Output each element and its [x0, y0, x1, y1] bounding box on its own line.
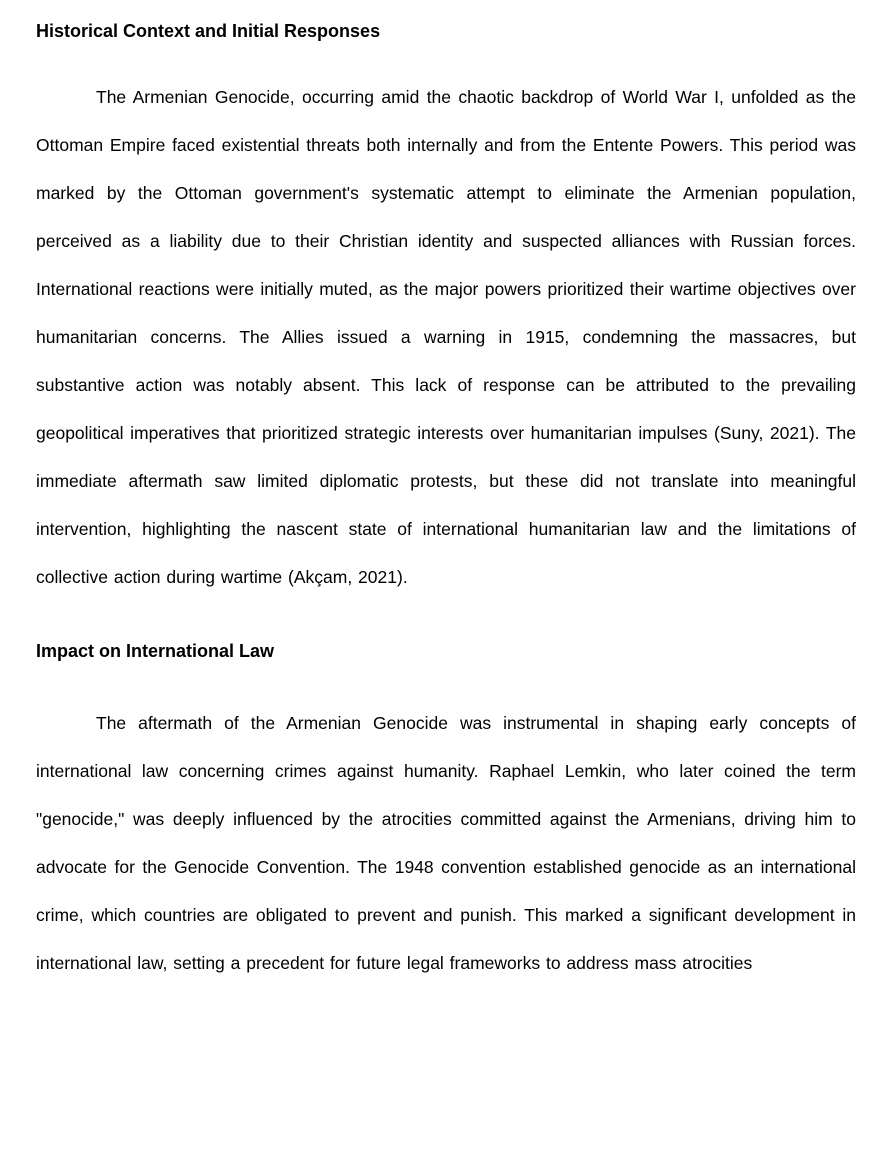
section-heading-impact-international-law: Impact on International Law — [36, 641, 275, 661]
paragraph-impact-international-law: The aftermath of the Armenian Genocide was instrumental in shaping early concepts of international law concerning crimes against humanity. Raphael Lemkin, who later coined the term "genocide," was deeply influenced by the atrocities committed against the Armenians, driving him to advocate for the Genocide Convention. The 1948 convention established genocide as an international crime, which countries are obligated to prevent and punish. This marked a significant development in international law, setting a precedent for future legal frameworks to address mass atrocities — [36, 713, 856, 973]
section-heading-historical-context: Historical Context and Initial Responses — [36, 21, 381, 41]
paragraph-historical-context: The Armenian Genocide, occurring amid the chaotic backdrop of World War I, unfolded as the Ottoman Empire faced existential threats both internally and from the Entente Powers. This period was marked by the Ottoman government's systematic attempt to eliminate the Armenian population, perceived as a liability due to their Christian identity and suspected alliances with Russian forces. International reactions were initially muted, as the major powers prioritized their wartime objectives over humanitarian concerns. The Allies issued a warning in 1915, condemning the massacres, but substantive action was notably absent. This lack of response can be attributed to the prevailing geopolitical imperatives that prioritized strategic interests over humanitarian impulses (Suny, 2021). The immediate aftermath saw limited diplomatic protests, but these did not translate into meaningful intervention, highlighting the nascent state of international humanitarian law and the limitations of collective action during wartime (Akçam, 2021). — [36, 87, 856, 587]
